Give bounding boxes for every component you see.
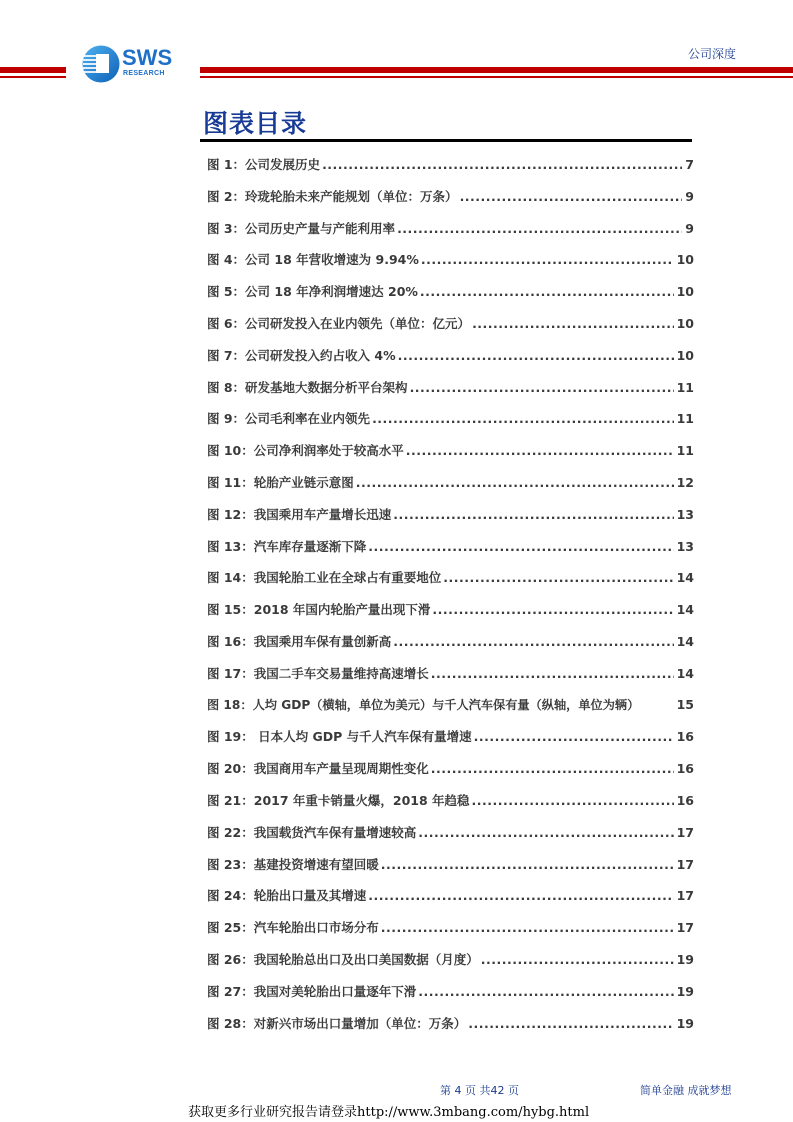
toc-leader-dots xyxy=(418,825,673,840)
toc-leader-dots xyxy=(356,475,674,490)
toc-leader-dots xyxy=(418,984,673,999)
toc-entry-label: 图 2：玲珑轮胎未来产能规划（单位：万条） xyxy=(207,188,458,204)
toc-entry-label: 图 5：公司 18 年净利润增速达 20% xyxy=(207,284,418,300)
toc-entry-page: 15 xyxy=(676,696,694,712)
logo-wordmark: SWS xyxy=(122,45,173,70)
toc-entry-label: 图 3：公司历史产量与产能利用率 xyxy=(207,220,396,236)
toc-entry[interactable] xyxy=(207,950,694,982)
toc-entry-label: 图 20：我国商用车产量呈现周期性变化 xyxy=(207,761,429,777)
toc-leader-dots xyxy=(432,602,673,617)
toc-entry-page: 7 xyxy=(685,157,694,172)
toc-entry-page: 16 xyxy=(676,761,694,777)
toc-leader-dots xyxy=(474,729,674,744)
toc-entry[interactable] xyxy=(207,441,694,473)
toc-entry-page: 17 xyxy=(676,920,694,936)
title-underline xyxy=(200,139,692,142)
toc-entry-page: 19 xyxy=(676,1015,694,1031)
toc-leader-dots xyxy=(481,952,674,967)
toc-leader-dots xyxy=(431,666,674,681)
toc-entry[interactable] xyxy=(207,1014,694,1046)
toc-leader-dots xyxy=(368,539,673,554)
toc-entry-label: 图 16：我国乘用车保有量创新高 xyxy=(207,633,392,649)
toc-entry[interactable] xyxy=(207,473,694,505)
toc-entry[interactable] xyxy=(207,282,694,314)
promo-link-text[interactable]: 获取更多行业研究报告请登录http://www.3mbang.com/hybg.html xyxy=(188,1105,590,1120)
toc-entry[interactable] xyxy=(207,568,694,600)
toc-leader-dots xyxy=(393,634,673,649)
toc-entry-label: 图 6：公司研发投入在业内领先（单位：亿元） xyxy=(207,315,471,331)
toc-entry[interactable] xyxy=(207,409,694,441)
toc-leader-dots xyxy=(381,920,674,935)
toc-leader-dots xyxy=(322,157,682,172)
toc-entry-page: 19 xyxy=(676,983,694,999)
toc-leader-dots xyxy=(393,507,673,522)
toc-entry-page: 19 xyxy=(676,951,694,967)
toc-entry-label: 图 13：汽车库存量逐渐下降 xyxy=(207,538,367,554)
toc-entry[interactable] xyxy=(207,759,694,791)
toc-entry-label: 图 24：轮胎出口量及其增速 xyxy=(207,888,367,904)
header-rule-right-thick xyxy=(200,67,793,73)
toc-entry-page: 11 xyxy=(676,379,694,395)
header-rule-left-thick xyxy=(0,67,66,73)
toc-entry-page: 14 xyxy=(676,570,694,586)
logo-subtitle: RESEARCH xyxy=(123,70,165,77)
toc-entry-label: 图 18：人均 GDP（横轴，单位为美元）与千人汽车保有量（纵轴，单位为辆） xyxy=(207,697,640,712)
report-type-label: 公司深度 xyxy=(688,47,737,61)
header-rule-right-thin xyxy=(200,76,793,78)
toc-entry[interactable] xyxy=(207,664,694,696)
toc-entry-page: 17 xyxy=(676,824,694,840)
header-rule-left-thin xyxy=(0,76,66,78)
toc-entry-page: 16 xyxy=(676,792,694,808)
toc-leader-dots xyxy=(443,570,673,585)
toc-entry-label: 图 23：基建投资增速有望回暖 xyxy=(207,856,379,872)
toc-entry-label: 图 12：我国乘用车产量增长迅速 xyxy=(207,506,392,522)
toc-entry-page: 10 xyxy=(676,252,694,268)
toc-leader-dots xyxy=(421,252,674,267)
toc-entry-page: 16 xyxy=(676,729,694,745)
toc-entry[interactable] xyxy=(207,250,694,282)
toc-entry-page: 17 xyxy=(676,888,694,904)
footer-slogan: 简单金融 成就梦想 xyxy=(640,1084,732,1097)
toc-leader-dots xyxy=(431,761,674,776)
toc-entry[interactable] xyxy=(207,918,694,950)
toc-entry-page: 17 xyxy=(676,856,694,872)
toc-entry-label: 图 26：我国轮胎总出口及出口美国数据（月度） xyxy=(207,951,479,967)
toc-entry-label: 图 10：公司净利润率处于较高水平 xyxy=(207,443,404,459)
toc-entry[interactable] xyxy=(207,314,694,346)
toc-entry-page: 14 xyxy=(676,633,694,649)
toc-entry-label: 图 28：对新兴市场出口量增加（单位：万条） xyxy=(207,1015,467,1031)
toc-leader-dots xyxy=(472,316,674,331)
toc-entry[interactable] xyxy=(207,537,694,569)
toc-leader-dots xyxy=(397,221,682,236)
toc-entry-page: 11 xyxy=(676,411,694,427)
toc-entry-label: 图 8：研发基地大数据分析平台架构 xyxy=(207,379,408,395)
toc-entry-label: 图 21：2017 年重卡销量火爆，2018 年趋稳 xyxy=(207,792,470,808)
figure-list xyxy=(207,155,694,1045)
toc-entry[interactable] xyxy=(207,855,694,887)
sws-logo xyxy=(82,44,182,84)
toc-entry[interactable] xyxy=(207,727,694,759)
toc-entry[interactable] xyxy=(207,696,694,728)
sws-globe-icon xyxy=(82,44,120,84)
toc-entry[interactable] xyxy=(207,505,694,537)
toc-entry-label: 图 14：我国轮胎工业在全球占有重要地位 xyxy=(207,570,442,586)
toc-entry[interactable] xyxy=(207,346,694,378)
toc-entry-label: 图 19： 日本人均 GDP 与千人汽车保有量增速 xyxy=(207,729,472,745)
toc-entry[interactable] xyxy=(207,791,694,823)
toc-leader-dots xyxy=(460,189,683,204)
toc-entry-label: 图 4：公司 18 年营收增速为 9.94% xyxy=(207,252,419,268)
toc-entry-page: 11 xyxy=(676,443,694,459)
toc-leader-dots xyxy=(410,380,674,395)
toc-entry-page: 10 xyxy=(676,347,694,363)
page-title: 图表目录 xyxy=(203,109,308,138)
toc-entry-label: 图 25：汽车轮胎出口市场分布 xyxy=(207,920,379,936)
toc-entry-label: 图 11：轮胎产业链示意图 xyxy=(207,474,354,490)
toc-leader-dots xyxy=(381,857,674,872)
toc-entry[interactable] xyxy=(207,378,694,410)
toc-entry-label: 图 15：2018 年国内轮胎产量出现下滑 xyxy=(207,602,431,618)
toc-entry-label: 图 7：公司研发投入约占收入 4% xyxy=(207,347,396,363)
toc-entry[interactable] xyxy=(207,155,694,187)
toc-entry-label: 图 22：我国载货汽车保有量增速较高 xyxy=(207,824,417,840)
toc-entry-page: 9 xyxy=(685,220,694,236)
toc-entry[interactable] xyxy=(207,886,694,918)
toc-entry-page: 12 xyxy=(676,474,694,490)
page-number: 第 4 页 共42 页 xyxy=(440,1084,519,1097)
toc-entry-page: 13 xyxy=(676,506,694,522)
toc-leader-dots xyxy=(468,1016,673,1031)
toc-leader-dots xyxy=(368,888,673,903)
toc-entry[interactable] xyxy=(207,632,694,664)
toc-entry-page: 14 xyxy=(676,665,694,681)
toc-leader-dots xyxy=(406,443,674,458)
toc-entry-page: 9 xyxy=(685,188,694,204)
toc-leader-dots xyxy=(398,348,674,363)
toc-leader-dots xyxy=(420,284,674,299)
toc-leader-dots xyxy=(472,793,674,808)
toc-entry-page: 13 xyxy=(676,538,694,554)
toc-entry-page: 10 xyxy=(676,284,694,300)
toc-leader-dots xyxy=(372,411,674,426)
toc-entry-label: 图 27：我国对美轮胎出口量逐年下滑 xyxy=(207,983,417,999)
toc-entry-page: 10 xyxy=(676,315,694,331)
toc-entry[interactable] xyxy=(207,600,694,632)
toc-entry-label: 图 9：公司毛利率在业内领先 xyxy=(207,411,371,427)
toc-entry-label: 图 1：公司发展历史 xyxy=(207,157,321,172)
toc-entry-page: 14 xyxy=(676,602,694,618)
toc-entry[interactable] xyxy=(207,823,694,855)
toc-entry-label: 图 17：我国二手车交易量维持高速增长 xyxy=(207,665,429,681)
toc-entry[interactable] xyxy=(207,219,694,251)
toc-entry[interactable] xyxy=(207,982,694,1014)
toc-entry[interactable] xyxy=(207,187,694,219)
